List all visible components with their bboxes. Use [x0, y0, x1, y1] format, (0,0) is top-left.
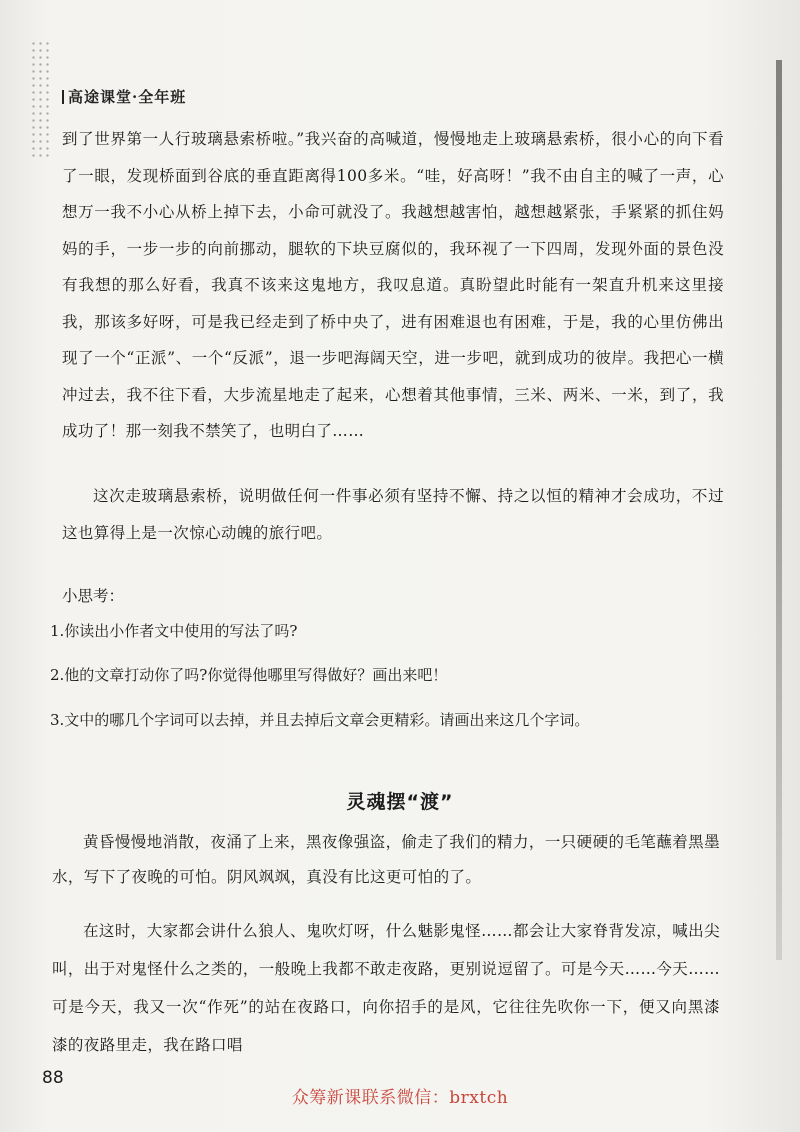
passage2-paragraph1: 黄昏慢慢地消散，夜涌了上来，黑夜像强盗，偷走了我们的精力，一只硬硬的毛笔蘸着黑墨水，写下了夜晚的可怕。阴风飒飒，真没有比这更可怕的了。 [52, 833, 720, 886]
thinking-question-3: 3.文中的哪几个字词可以去掉，并且去掉后文章会更精彩。请画出来这几个字词。 [50, 711, 590, 729]
passage1-paragraph2: 这次走玻璃悬索桥，说明做任何一件事必须有坚持不懈、持之以恒的精神才会成功，不过这也算得上是一次惊心动魄的旅行吧。 [62, 487, 724, 542]
header-title: 高途课堂·全年班 [68, 88, 187, 106]
passage2-paragraph2: 在这时，大家都会讲什么狼人、鬼吹灯呀，什么魅影鬼怪……都会让大家脊背发凉，喊出尖叫，出于对鬼怪什么之类的，一般晚上我都不敢走夜路，更别说逗留了。可是今天……今天……可是今天，我又一次“作死”的站在夜路口，向你招手的是风，它往往先吹你一下，便又向黑漆漆的夜路里走，我在路口唱 [52, 922, 720, 1054]
running-header [62, 86, 186, 107]
passage1-paragraph1: 到了世界第一人行玻璃悬索桥啦。”我兴奋的高喊道，慢慢地走上玻璃悬索桥，很小心的向下看了一眼，发现桥面到谷底的垂直距离得100多米。“哇，好高呀！”我不由自主的喊了一声，心想万一我不小心从桥上掉下去，小命可就没了。我越想越害怕，越想越紧张，手紧紧的抓住妈妈的手，一步一步的向前挪动，腿软的下块豆腐似的，我环视了一下四周，发现外面的景色没有我想的那么好看，我真不该来这鬼地方，我叹息道。真盼望此时能有一架直升机来这里接我，那该多好呀，可是我已经走到了桥中央了，进有困难退也有困难，于是，我的心里仿佛出现了一个“正派”、一个“反派”，退一步吧海阔天空，进一步吧，就到成功的彼岸。我把心一横冲过去，我不往下看，大步流星地走了起来，心想着其他事情，三米、两米、一米，到了，我成功了！那一刻我不禁笑了，也明白了…… [62, 130, 724, 440]
thinking-question-1: 1.你读出小作者文中使用的写法了吗? [50, 622, 298, 640]
binding-holes [30, 40, 52, 160]
header-bar [62, 90, 64, 104]
thinking-question-2: 2.他的文章打动你了吗?你觉得他哪里写得做好？画出来吧！ [50, 666, 448, 684]
passage2-title: 灵魂摆“渡” [346, 791, 454, 813]
footer-watermark-note: 众筹新课联系微信：brxtch [291, 1088, 509, 1108]
page-number: 88 [42, 1068, 64, 1088]
thinking-title: 小思考： [62, 587, 125, 605]
page-edge-shadow [776, 60, 782, 960]
